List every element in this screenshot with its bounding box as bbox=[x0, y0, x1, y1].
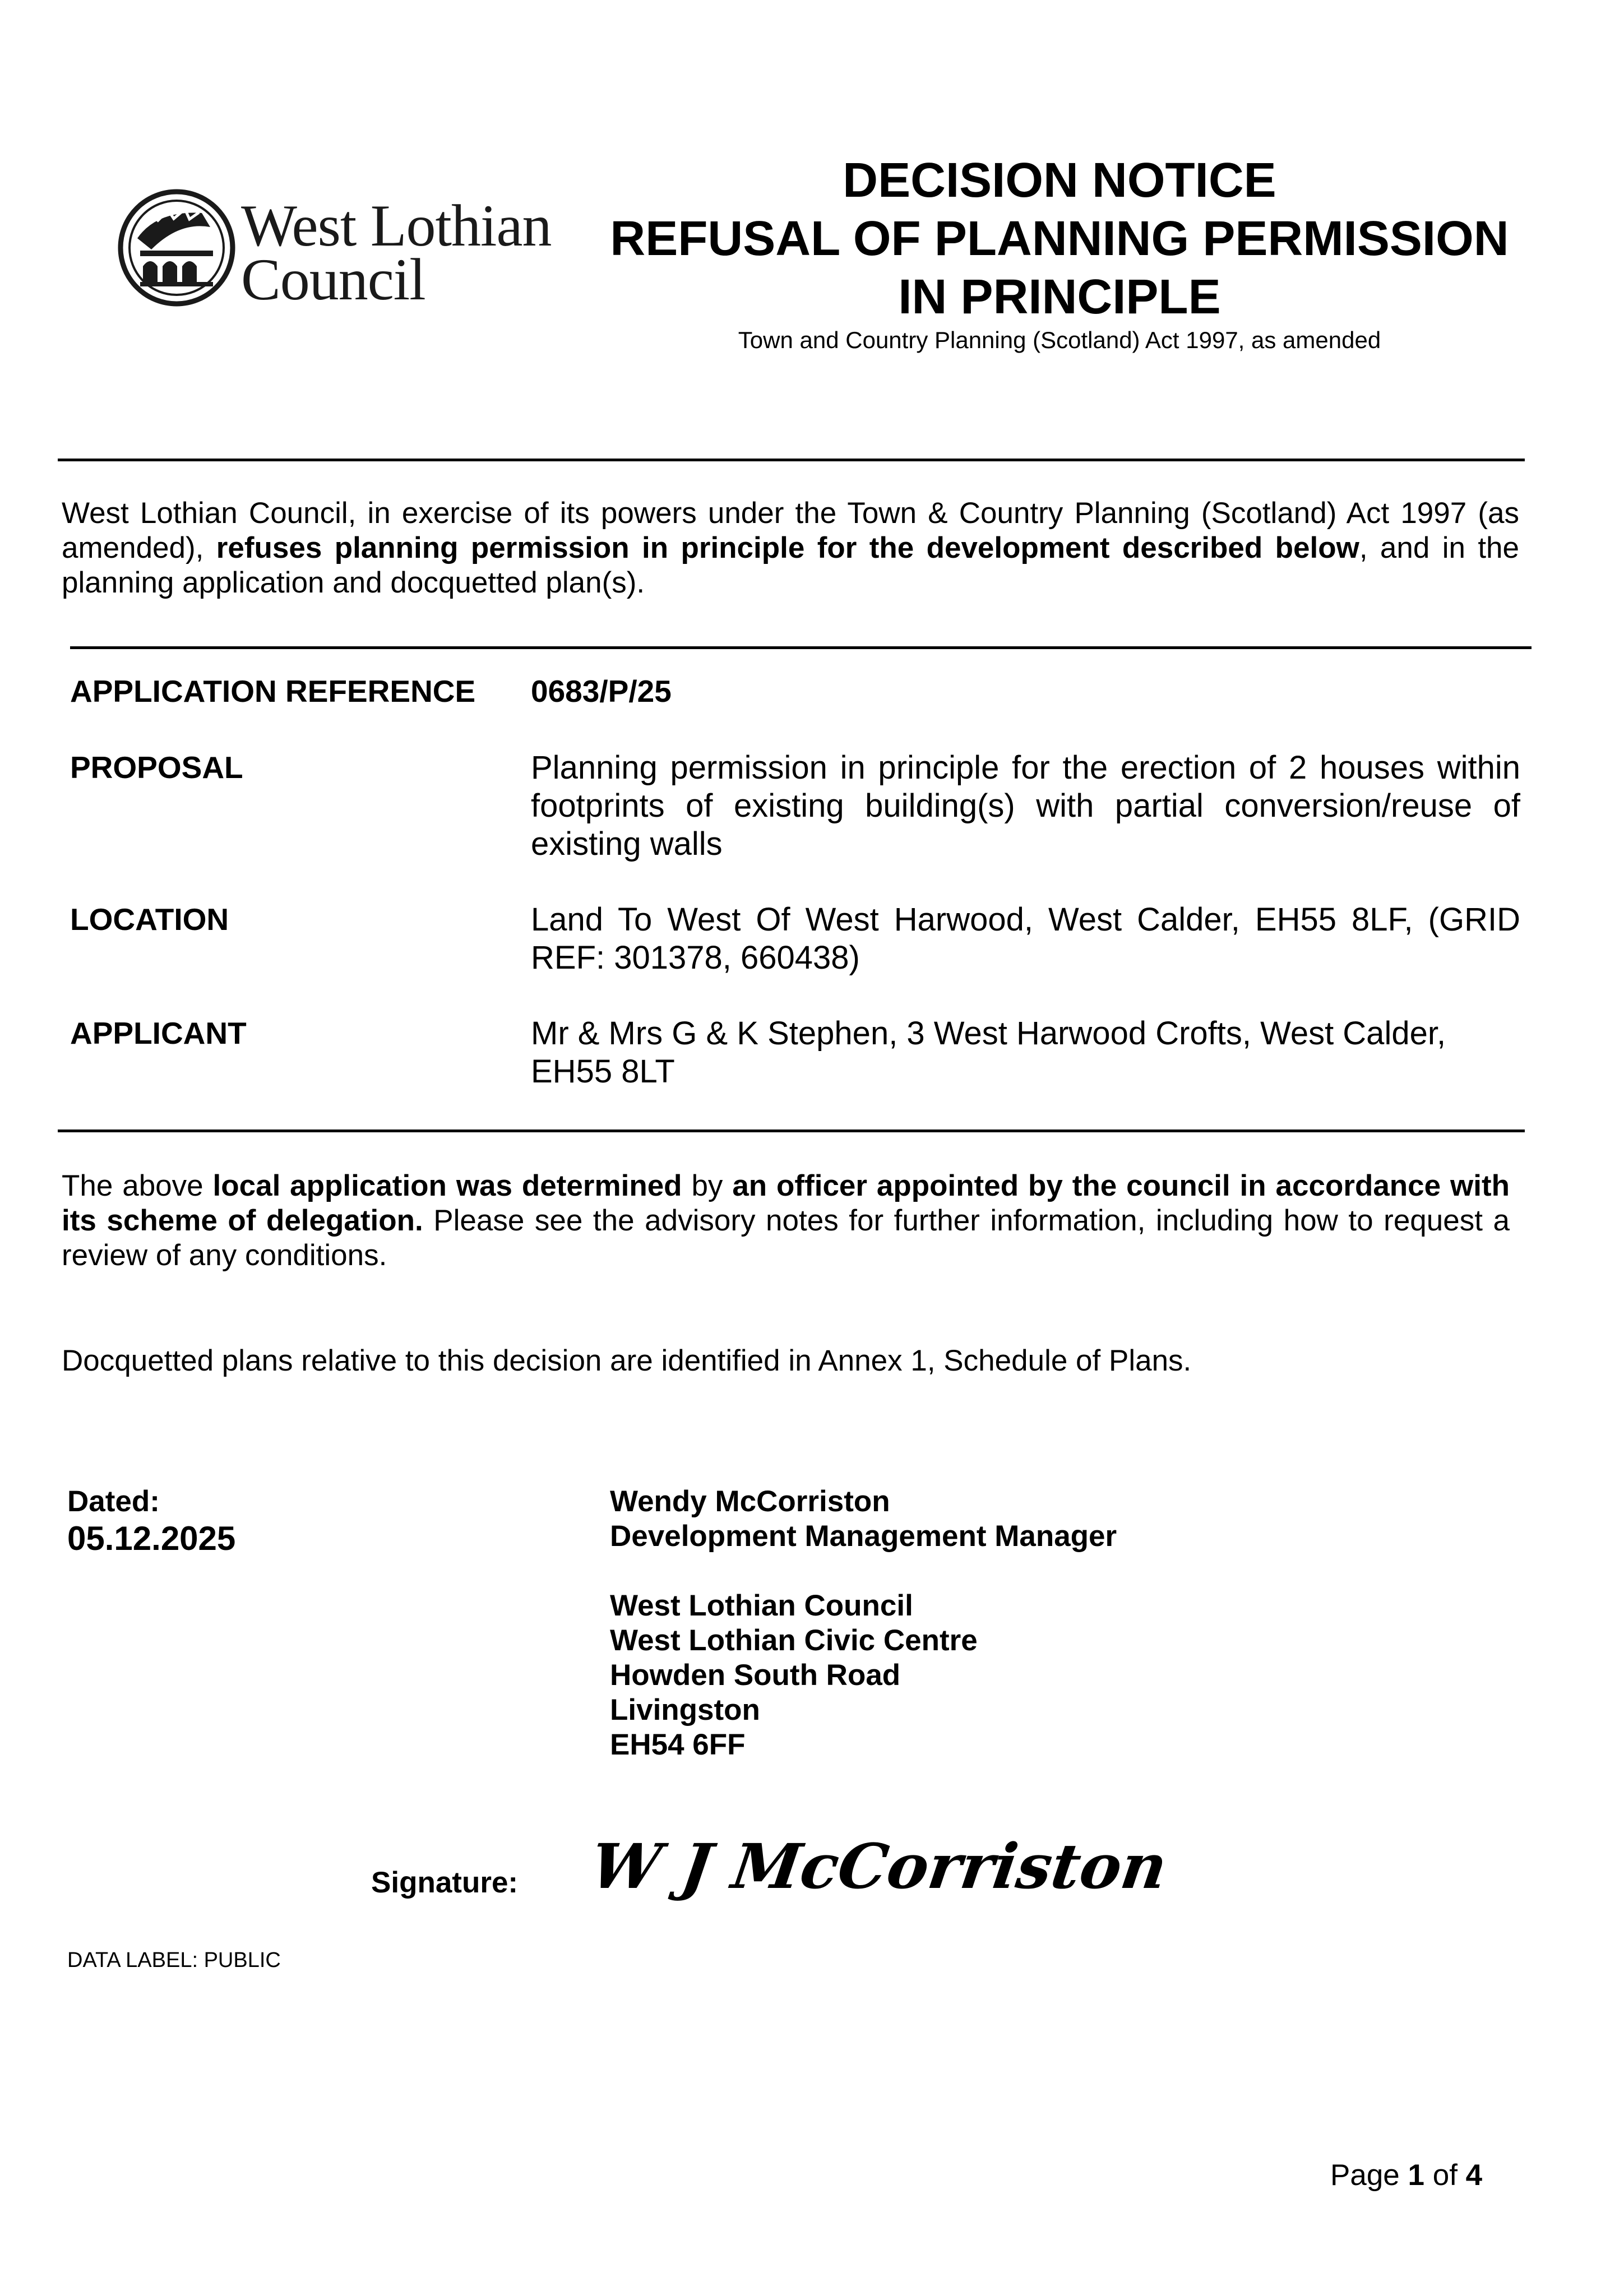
docquetted-note: Docquetted plans relative to this decision are identified in Annex 1, Schedule of Plans. bbox=[62, 1344, 1192, 1377]
address-line: EH54 6FF bbox=[610, 1728, 746, 1761]
page-prefix: Page bbox=[1330, 2159, 1408, 2192]
council-logo-text bbox=[241, 193, 552, 312]
address-line: West Lothian Civic Centre bbox=[610, 1624, 978, 1657]
document-title bbox=[583, 151, 1536, 326]
proposal-label: PROPOSAL bbox=[70, 750, 243, 785]
intro-bold: refuses planning permission in principle for the development described below bbox=[216, 531, 1359, 564]
logo-line-1: West Lothian bbox=[241, 193, 552, 258]
applicant-label: APPLICANT bbox=[70, 1016, 247, 1050]
signature-label: Signature: bbox=[371, 1866, 519, 1899]
reference-value: 0683/P/25 bbox=[531, 674, 672, 709]
logo-line-2: Council bbox=[241, 247, 425, 312]
page-current: 1 bbox=[1408, 2159, 1424, 2192]
council-crest-icon bbox=[118, 188, 235, 308]
determination-text-2: by bbox=[682, 1169, 733, 1202]
address-line: Howden South Road bbox=[610, 1659, 901, 1692]
reference-label: APPLICATION REFERENCE bbox=[70, 674, 476, 709]
address-line: West Lothian Council bbox=[610, 1589, 913, 1622]
officer-block bbox=[610, 1484, 1117, 1762]
location-value: Land To West Of West Harwood, West Calder, EH55 8LF, (GRID REF: 301378, 660438) bbox=[531, 901, 1520, 976]
dated-value: 05.12.2025 bbox=[67, 1520, 236, 1557]
officer-title: Development Management Manager bbox=[610, 1520, 1117, 1553]
title-line-1: DECISION NOTICE bbox=[843, 153, 1276, 207]
handwritten-signature: W J McCorriston bbox=[586, 1830, 1172, 1902]
data-label: DATA LABEL: PUBLIC bbox=[67, 1948, 281, 1972]
document-subtitle: Town and Country Planning (Scotland) Act 1997, as amended bbox=[738, 327, 1381, 353]
dated-label: Dated: bbox=[67, 1485, 160, 1518]
page-number bbox=[1330, 2158, 1482, 2192]
intro-paragraph bbox=[62, 496, 1519, 600]
intro-text-1: West Lothian Council, in exercise of its powers under the Town & Country Planning (Scotland) Act 1997 (as amended), bbox=[62, 497, 1519, 564]
page-total: 4 bbox=[1465, 2159, 1483, 2192]
determination-paragraph bbox=[62, 1169, 1510, 1273]
page-middle: of bbox=[1424, 2159, 1466, 2192]
title-line-3: IN PRINCIPLE bbox=[898, 270, 1221, 324]
officer-name: Wendy McCorriston bbox=[610, 1485, 890, 1518]
determination-bold-1: local application was determined bbox=[212, 1169, 682, 1202]
applicant-value: Mr & Mrs G & K Stephen, 3 West Harwood Crofts, West Calder, EH55 8LT bbox=[531, 1015, 1446, 1090]
divider-details-bottom bbox=[58, 1130, 1525, 1132]
address-line: Livingston bbox=[610, 1693, 760, 1726]
title-line-2: REFUSAL OF PLANNING PERMISSION bbox=[610, 211, 1509, 266]
proposal-value: Planning permission in principle for the erection of 2 houses within footprints of existing building(s) with partial conversion/reuse of existing walls bbox=[531, 749, 1520, 862]
intro-text-2: , and in the planning application and docquetted plan(s). bbox=[62, 531, 1520, 599]
determination-text-3: Please see the advisory notes for further information, including how to request a review of any conditions. bbox=[62, 1204, 1510, 1272]
determination-bold-2: an officer appointed by the council in accordance with its scheme of delegation. bbox=[62, 1169, 1510, 1237]
council-logo bbox=[118, 188, 566, 322]
divider-details-top bbox=[70, 646, 1532, 649]
determination-text-1: The above bbox=[62, 1169, 213, 1202]
divider-top bbox=[58, 459, 1525, 461]
location-label: LOCATION bbox=[70, 902, 229, 937]
